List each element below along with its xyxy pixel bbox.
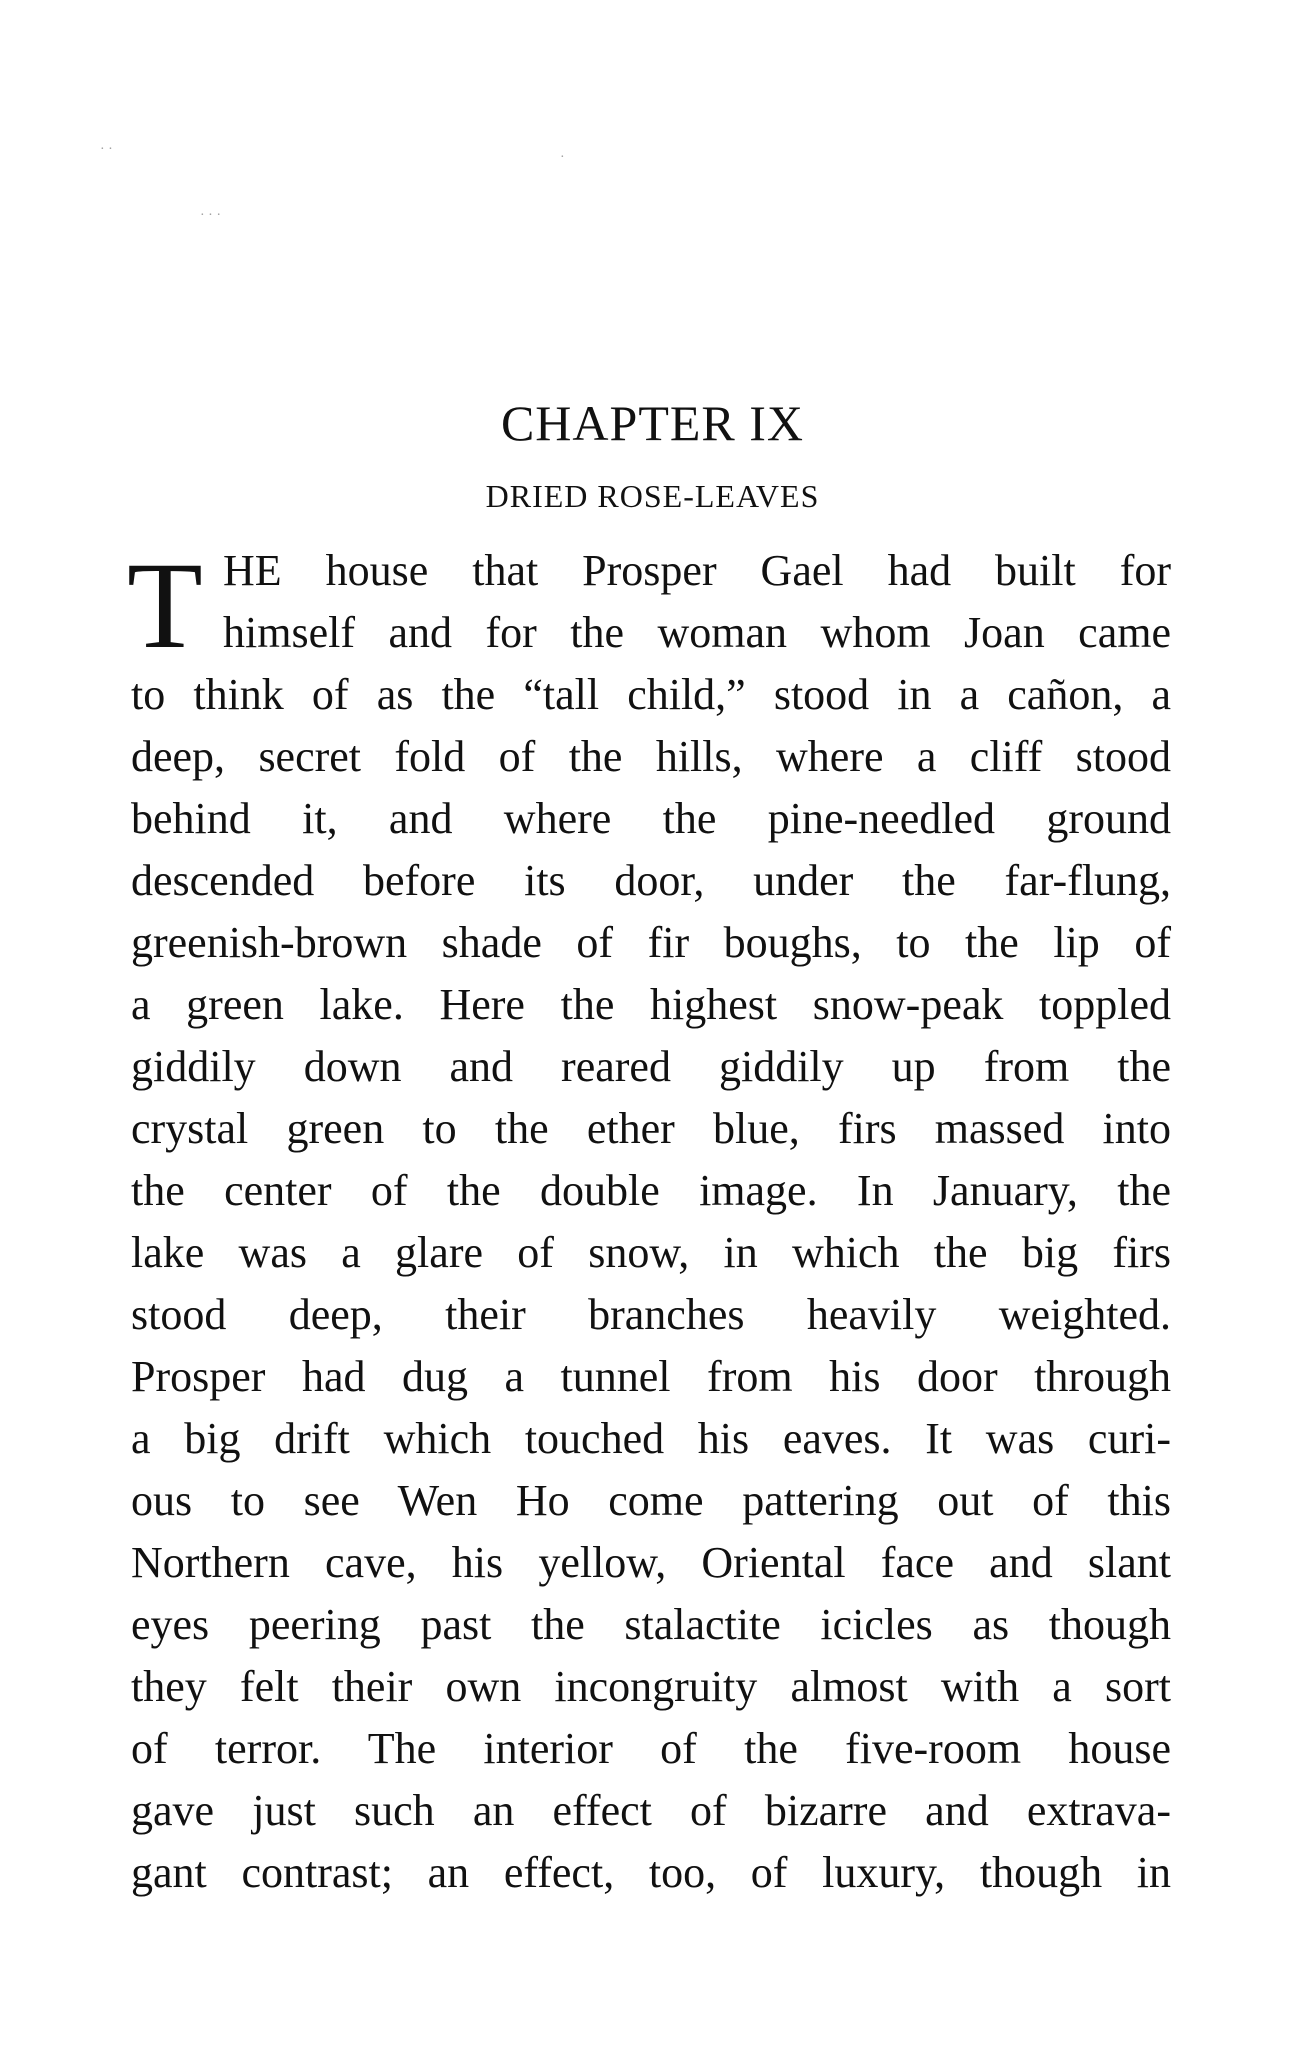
text-line: behind it, and where the pine-needled ground	[131, 794, 1171, 843]
text-line: stood deep, their branches heavily weighted.	[131, 1290, 1171, 1339]
text-line: gant contrast; an effect, too, of luxury, though in	[131, 1848, 1171, 1897]
text-line: ous to see Wen Ho come pattering out of this	[131, 1476, 1171, 1525]
text-line: descended before its door, under the far-flung,	[131, 856, 1171, 905]
text-line: crystal green to the ether blue, firs massed into	[131, 1104, 1171, 1153]
text-line: HE house that Prosper Gael had built for	[223, 546, 1171, 595]
body-text	[127, 537, 1171, 1904]
text-line: eyes peering past the stalactite icicles as though	[131, 1600, 1171, 1649]
text-line: lake was a glare of snow, in which the big firs	[131, 1228, 1171, 1277]
text-line: a big drift which touched his eaves. It was curi-	[131, 1414, 1171, 1463]
text-line: gave just such an effect of bizarre and extrava-	[131, 1786, 1171, 1835]
text-line: the center of the double image. In January, the	[131, 1166, 1171, 1215]
scan-speck: · ·	[100, 142, 113, 157]
text-line: to think of as the “tall child,” stood in a cañon, a	[131, 670, 1171, 719]
text-line: Northern cave, his yellow, Oriental face and slant	[131, 1538, 1171, 1587]
text-line: himself and for the woman whom Joan came	[223, 608, 1171, 657]
scan-speck: ·	[560, 150, 565, 165]
chapter-subtitle: DRIED ROSE-LEAVES	[485, 478, 820, 514]
text-line: giddily down and reared giddily up from the	[131, 1042, 1171, 1091]
scan-speck: · · ·	[200, 208, 221, 223]
drop-cap: T	[127, 537, 203, 674]
text-line: they felt their own incongruity almost with a sort	[131, 1662, 1171, 1711]
text-line: of terror. The interior of the five-room house	[131, 1724, 1171, 1773]
text-line: a green lake. Here the highest snow-peak toppled	[131, 980, 1171, 1029]
text-line: Prosper had dug a tunnel from his door through	[131, 1352, 1171, 1401]
chapter-title: CHAPTER IX	[500, 395, 805, 451]
text-line: deep, secret fold of the hills, where a cliff stood	[131, 732, 1171, 781]
text-line: greenish-brown shade of fir boughs, to the lip of	[131, 918, 1171, 967]
